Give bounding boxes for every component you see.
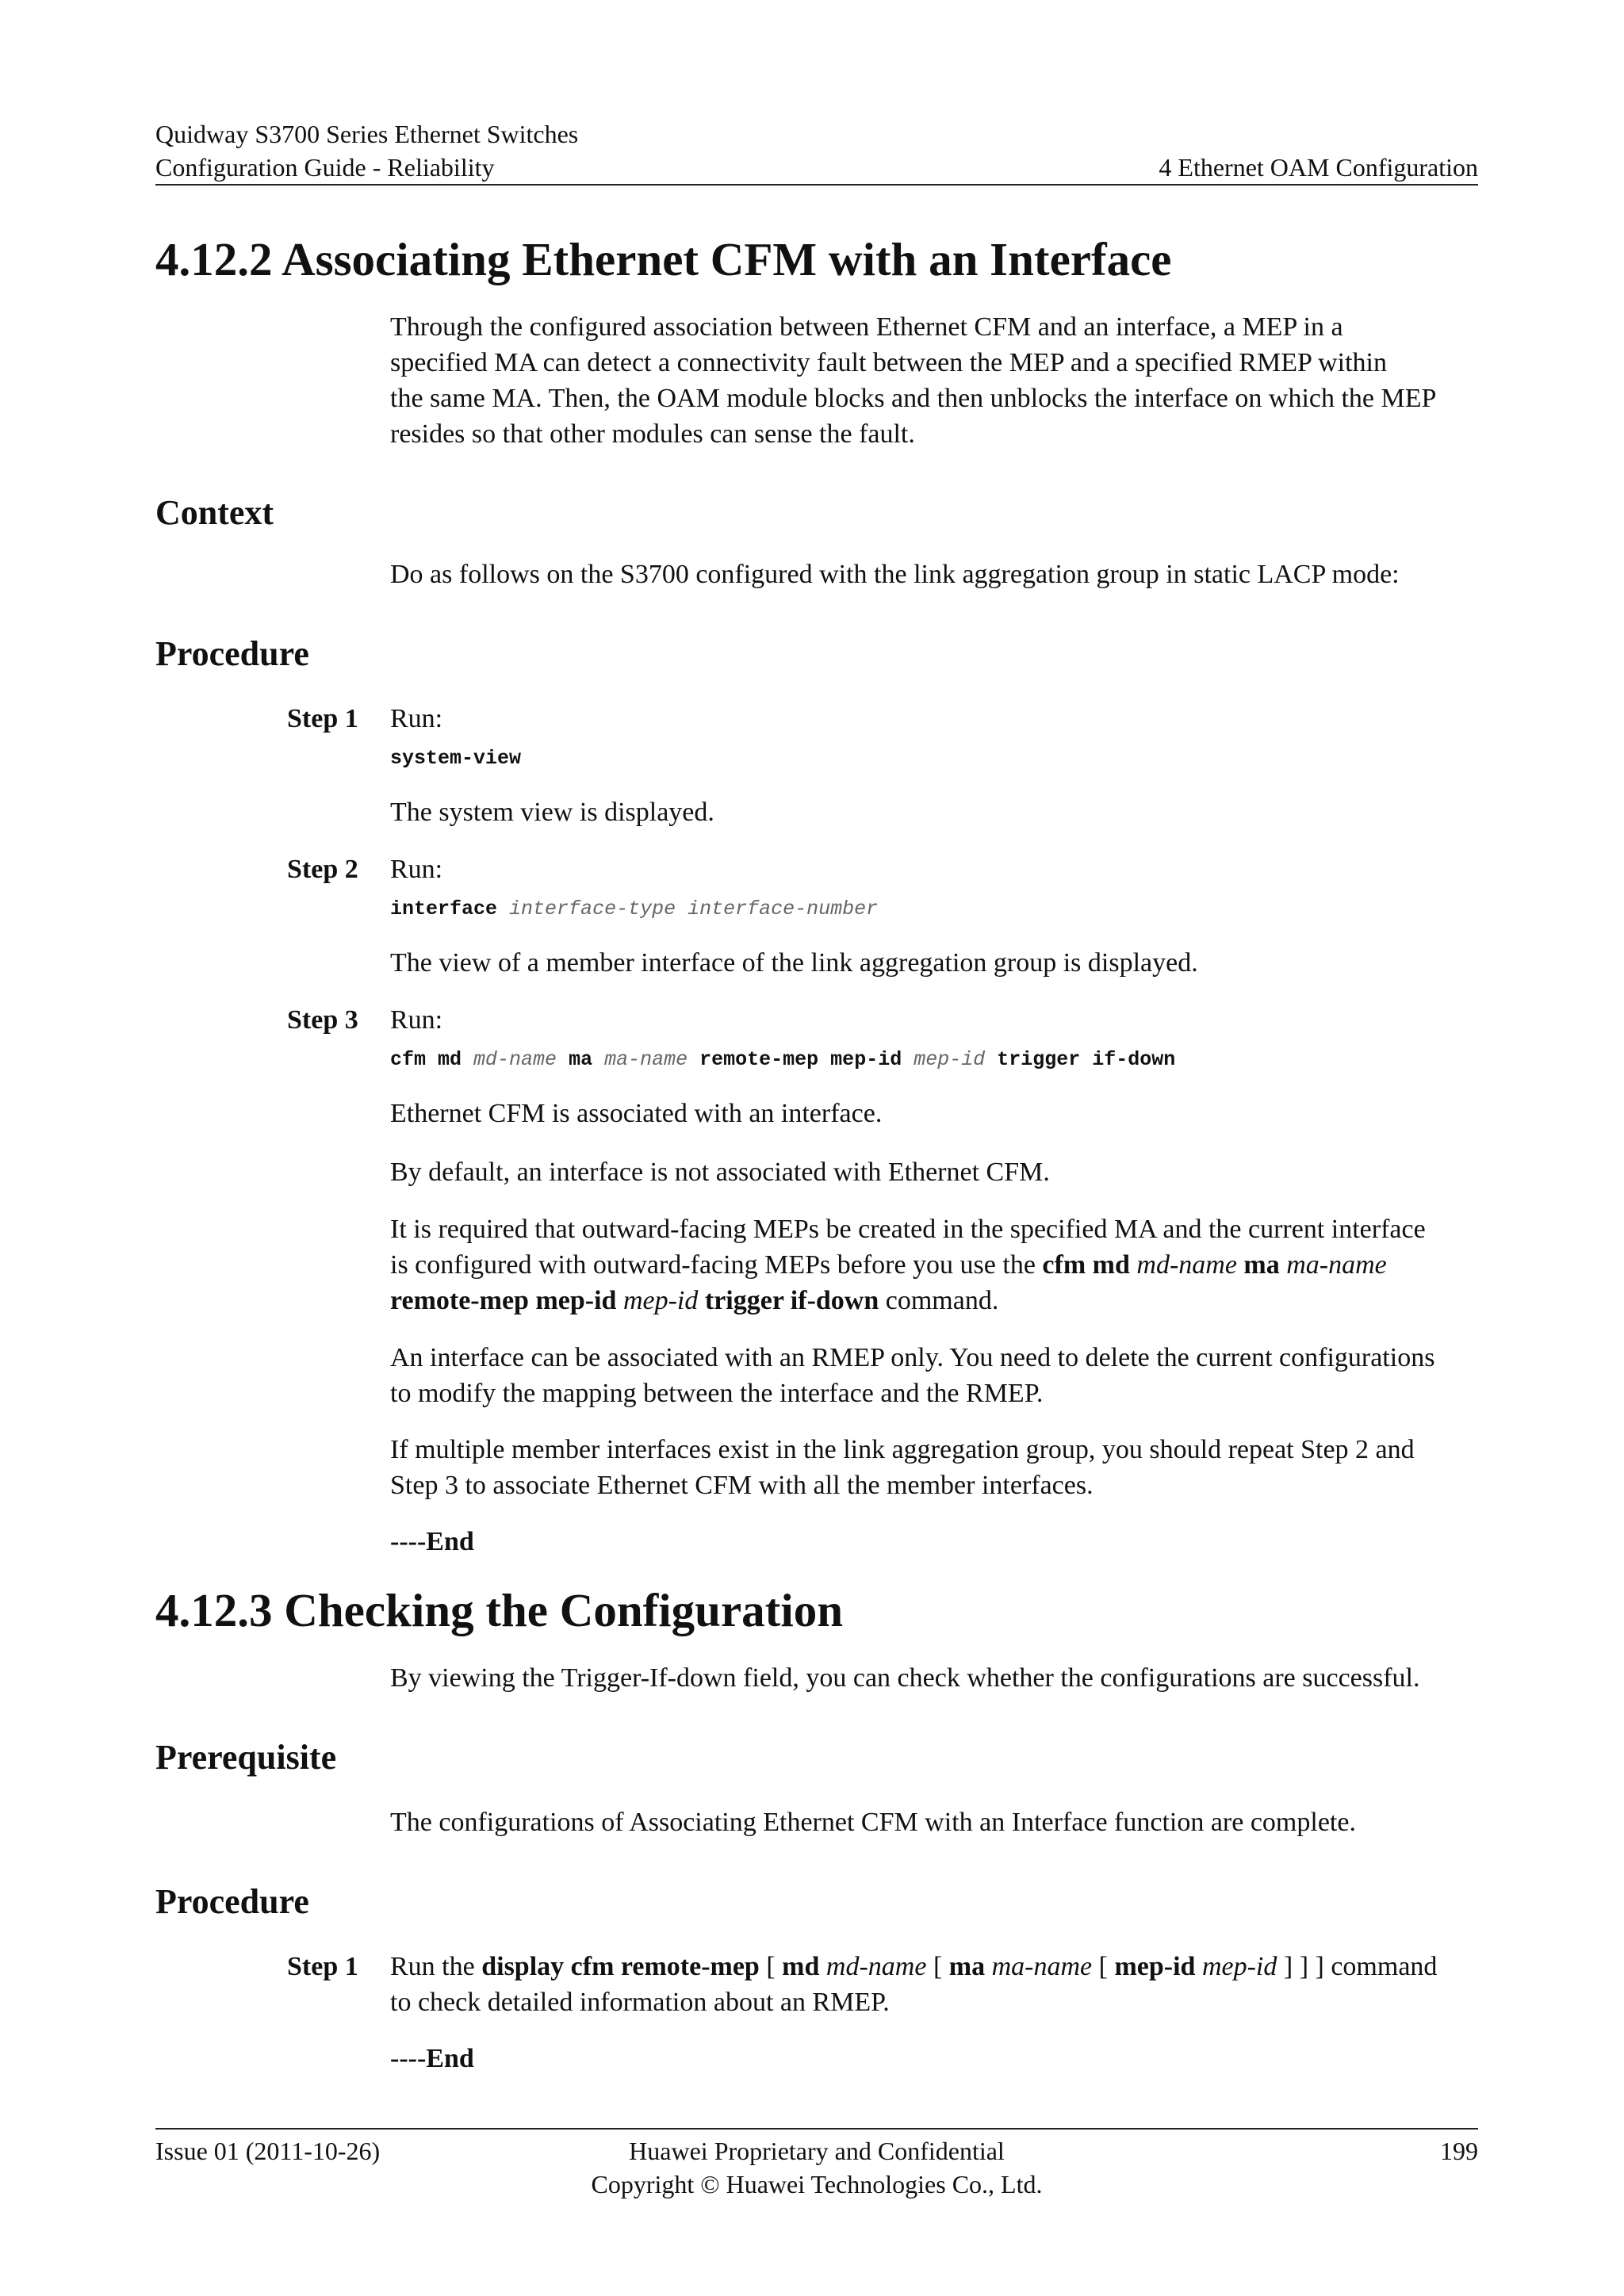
command-argument: md-name	[1136, 1250, 1237, 1280]
requirement-text: is configured with outward-facing MEPs before you use the	[390, 1250, 1036, 1280]
command-argument: mep-id	[1201, 1952, 1277, 1981]
bracket: ] ] ]	[1283, 1952, 1324, 1981]
command-argument: mep-id	[622, 1286, 699, 1315]
command-keyword: trigger if-down	[997, 1048, 1176, 1071]
prerequisite-heading: Prerequisite	[155, 1738, 337, 1777]
section-2-intro: By viewing the Trigger-If-down field, you can check whether the configurations are successful.	[390, 1663, 1420, 1693]
step-1-command	[390, 747, 521, 771]
check-step-1-line-2: to check detailed information about an RMEP.	[390, 1988, 890, 2017]
step-3-requirement	[390, 1211, 1480, 1318]
command-argument: mep-id	[914, 1048, 986, 1071]
header-chapter: 4 Ethernet OAM Configuration	[1159, 153, 1478, 182]
step-3-default-note: By default, an interface is not associated with Ethernet CFM.	[390, 1158, 1050, 1187]
header-product: Quidway S3700 Series Ethernet Switches	[155, 120, 579, 148]
section-title-4-12-2: 4.12.2 Associating Ethernet CFM with an Interface	[155, 233, 1172, 285]
rmep-note-line-2: to modify the mapping between the interface and the RMEP.	[390, 1379, 1044, 1408]
intro-line-2: specified MA can detect a connectivity fault between the MEP and a specified RMEP within	[390, 348, 1388, 377]
page-header	[155, 117, 1478, 184]
footer-issue: Issue 01 (2011-10-26)	[155, 2137, 381, 2165]
footer-copyright: Copyright © Huawei Technologies Co., Ltd.	[591, 2170, 1043, 2198]
command-keyword: display cfm remote-mep	[481, 1952, 760, 1981]
command-keyword: ma	[948, 1952, 986, 1981]
check-step-1-label: Step 1	[287, 1952, 358, 1981]
step-3-result: Ethernet CFM is associated with an interface.	[390, 1099, 883, 1128]
intro-line-4: resides so that other modules can sense the fault.	[390, 419, 915, 449]
repeat-note-line-1: If multiple member interfaces exist in the link aggregation group, you should repeat Step 2 and	[390, 1435, 1415, 1464]
intro-line-1: Through the configured association between Ethernet CFM and an interface, a MEP in a	[390, 312, 1343, 342]
command-keyword: interface	[390, 897, 498, 920]
step-2-run: Run:	[390, 855, 443, 884]
step-2-result: The view of a member interface of the link aggregation group is displayed.	[390, 948, 1198, 978]
command-keyword: ma	[1243, 1250, 1280, 1280]
step-1-result: The system view is displayed.	[390, 798, 714, 827]
command-keyword: remote-mep mep-id	[390, 1286, 617, 1315]
command-argument: interface-type interface-number	[509, 897, 879, 920]
requirement-line-1: It is required that outward-facing MEPs be created in the specified MA and the current interface	[390, 1215, 1426, 1244]
section-title-4-12-3: 4.12.3 Checking the Configuration	[155, 1584, 844, 1636]
check-run-text: Run the	[390, 1952, 475, 1981]
repeat-note-line-2: Step 3 to associate Ethernet CFM with all the member interfaces.	[390, 1471, 1094, 1500]
section-intro	[390, 309, 1480, 452]
bracket: [	[933, 1952, 943, 1981]
rmep-note-line-1: An interface can be associated with an RMEP only. You need to delete the current configurations	[390, 1343, 1435, 1372]
requirement-tail: command.	[885, 1286, 999, 1315]
step-3-repeat-note	[390, 1432, 1480, 1503]
procedure-end-marker-2: ----End	[390, 2044, 474, 2073]
procedure-heading: Procedure	[155, 634, 309, 673]
footer-divider	[155, 2128, 1478, 2130]
prerequisite-text: The configurations of Associating Ethernet CFM with an Interface function are complete.	[390, 1808, 1356, 1837]
check-step-1-line-1	[390, 1949, 1480, 1984]
command-keyword: trigger if-down	[704, 1286, 879, 1315]
command-keyword: ma	[569, 1048, 593, 1071]
command-keyword: cfm md	[390, 1048, 462, 1071]
procedure-heading-2: Procedure	[155, 1882, 309, 1921]
bracket: [	[766, 1952, 776, 1981]
command-argument: ma-name	[1286, 1250, 1387, 1280]
requirement-line-2	[390, 1247, 1480, 1283]
footer-page-number: 199	[1440, 2137, 1478, 2165]
command-argument: ma-name	[604, 1048, 688, 1071]
step-3-label: Step 3	[287, 1005, 358, 1035]
command-argument: ma-name	[991, 1952, 1093, 1981]
command-keyword: cfm md	[1042, 1250, 1130, 1280]
check-step-1-text	[390, 1949, 1480, 2020]
step-3-run: Run:	[390, 1005, 443, 1035]
step-1-label: Step 1	[287, 704, 358, 733]
command-argument: md-name	[825, 1952, 927, 1981]
check-tail-text: command	[1331, 1952, 1438, 1981]
step-2-label: Step 2	[287, 855, 358, 884]
procedure-end-marker: ----End	[390, 1527, 474, 1556]
command-keyword: system-view	[390, 747, 522, 770]
header-guide: Configuration Guide - Reliability	[155, 153, 495, 182]
footer-center	[587, 2134, 1047, 2201]
step-1-run: Run:	[390, 704, 443, 733]
header-divider	[155, 184, 1478, 186]
command-keyword: remote-mep mep-id	[699, 1048, 902, 1071]
bracket: [	[1098, 1952, 1108, 1981]
command-argument: md-name	[473, 1048, 557, 1071]
context-heading: Context	[155, 493, 274, 532]
step-2-command	[390, 897, 878, 921]
context-text: Do as follows on the S3700 configured with the link aggregation group in static LACP mode:	[390, 560, 1400, 589]
command-keyword: mep-id	[1114, 1952, 1196, 1981]
intro-line-3: the same MA. Then, the OAM module blocks and then unblocks the interface on which the MEP	[390, 384, 1437, 413]
step-3-command	[390, 1048, 1175, 1072]
footer-confidential: Huawei Proprietary and Confidential	[629, 2137, 1005, 2165]
step-3-rmep-note	[390, 1340, 1480, 1411]
command-keyword: md	[782, 1952, 820, 1981]
requirement-line-3	[390, 1283, 1480, 1318]
